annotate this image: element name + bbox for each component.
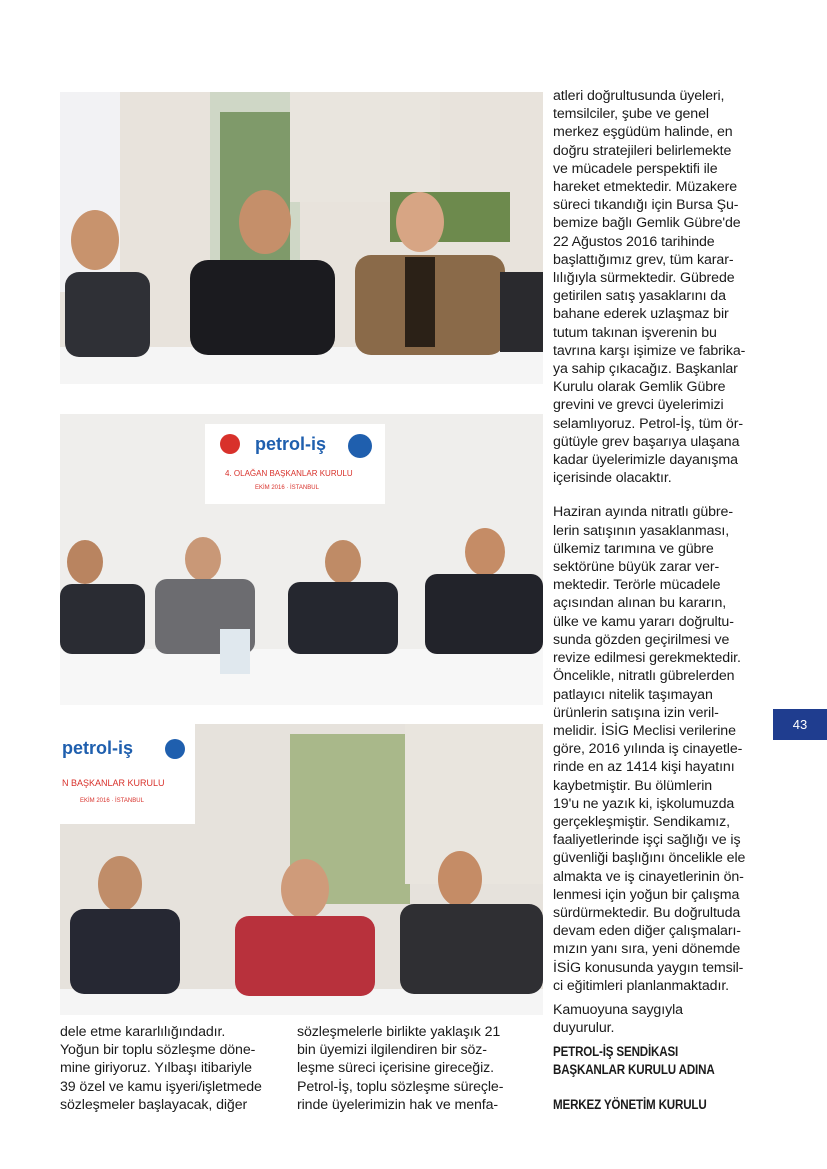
bottom-text-column-2: sözleşmelerle birlikte yaklaşık 21 bin üyemizi ilgilendiren bir söz- leşme süreci içerisine gireceğiz. Petrol-İş, toplu sözleşme süreçle- rinde üyelerimizin hak ve menfa- bbox=[297, 1024, 504, 1113]
petrol-is-logo-icon bbox=[220, 434, 240, 454]
paragraph-closing: Kamuoyuna saygıyla duyurulur. bbox=[553, 1001, 683, 1037]
right-text-column bbox=[553, 87, 758, 1114]
banner-title: 4. OLAĞAN BAŞKANLAR KURULU bbox=[225, 469, 353, 478]
bottom-text-column-1: dele etme kararlılığındadır. Yoğun bir toplu sözleşme döne- mine giriyoruz. Yılbaşı itibariyle 39 özel ve kamu işyeri/işletmede sözleşmeler başlayacak, diğer bbox=[60, 1024, 262, 1113]
photo-middle bbox=[60, 414, 543, 705]
banner-title: N BAŞKANLAR KURULU bbox=[62, 778, 165, 788]
meeting-photo-3 bbox=[60, 724, 543, 1015]
page-number-tab bbox=[773, 709, 827, 740]
signature-union: PETROL-İŞ SENDİKASI BAŞKANLAR KURULU ADINA bbox=[553, 1044, 715, 1078]
page-number: 43 bbox=[792, 717, 808, 732]
emblem-icon bbox=[165, 739, 185, 759]
paragraph-fertilizer: Haziran ayında nitratlı gübre- lerin satışının yasaklanması, ülkemiz tarımına ve gübre sektörüne büyük zarar ver- mektedir. Terörle mücadele açısından alınan bu kararın, ülke ve kamu yararı doğrultu- sunda gözden geçirilmesi ve revize edilmesi gerekmektedir. Öncelikle, nitratlı gübrelerden patlayıcı nitelik taşımayan ürünlerin satışına izin veril- melidir. İSİG Meclisi verilerine göre, 2016 yılında iş cinayetle- rinde en az 1414 kişi hayatını kaybetmiştir. Bu ölümlerin 19'u ne yazık ki, işkolumuzda gerçekleşmiştir. Sendikamız, faaliyetlerinde işçi sağlığı ve iş güvenliği başlığını öncelikle ele almakta ve iş cinayetlerinin ön- lenmesi için yoğun bir çalışma sürdürmektedir. Bu doğrultuda devam eden diğer çalışmaları- mızın yanı sıra, yeni dönemde İSİG konusunda yaygın temsil- ci eğitimleri planlanmaktadır. bbox=[553, 504, 746, 994]
paragraph-strike: atleri doğrultusunda üyeleri, temsilciler, şube ve genel merkez eşgüdüm halinde, en doğru stratejileri belirlemekte ve mücadele perspektifi ile hareket etmektedir. Müzakere süreci tıkandığı için Bursa Şu- bemize bağlı Gemlik Gübre'de 22 Ağustos 2016 tarihinde başlattığımız grev, tüm karar- lılığıyla sürmektedir. Gübrede getirilen satış yasaklarını da bahane ederek uzlaşmaz bir tutum takınan işverenin bu tavrına karşı işimize ve fabrika- ya sahip çıkacağız. Başkanlar Kurulu olarak Gemlik Gübre grevini ve grevci üyelerimizi selamlıyoruz. Petrol-İş, tüm ör- gütüyle grev başarıya ulaşana kadar üyelerimizle dayanışma içerisinde olacaktır. bbox=[553, 88, 746, 487]
banner-date: EKİM 2016 · İSTANBUL bbox=[80, 798, 144, 804]
signature-board: MERKEZ YÖNETİM KURULU bbox=[553, 1097, 707, 1113]
emblem-icon bbox=[348, 434, 372, 458]
meeting-photo-2 bbox=[60, 414, 543, 705]
banner-logo-text: petrol-iş bbox=[255, 434, 327, 454]
banner-date: EKİM 2016 · İSTANBUL bbox=[255, 485, 319, 491]
meeting-photo-1 bbox=[60, 92, 543, 384]
banner-logo-text: petrol-iş bbox=[62, 738, 134, 758]
photo-bottom bbox=[60, 724, 543, 1015]
photo-top bbox=[60, 92, 543, 384]
